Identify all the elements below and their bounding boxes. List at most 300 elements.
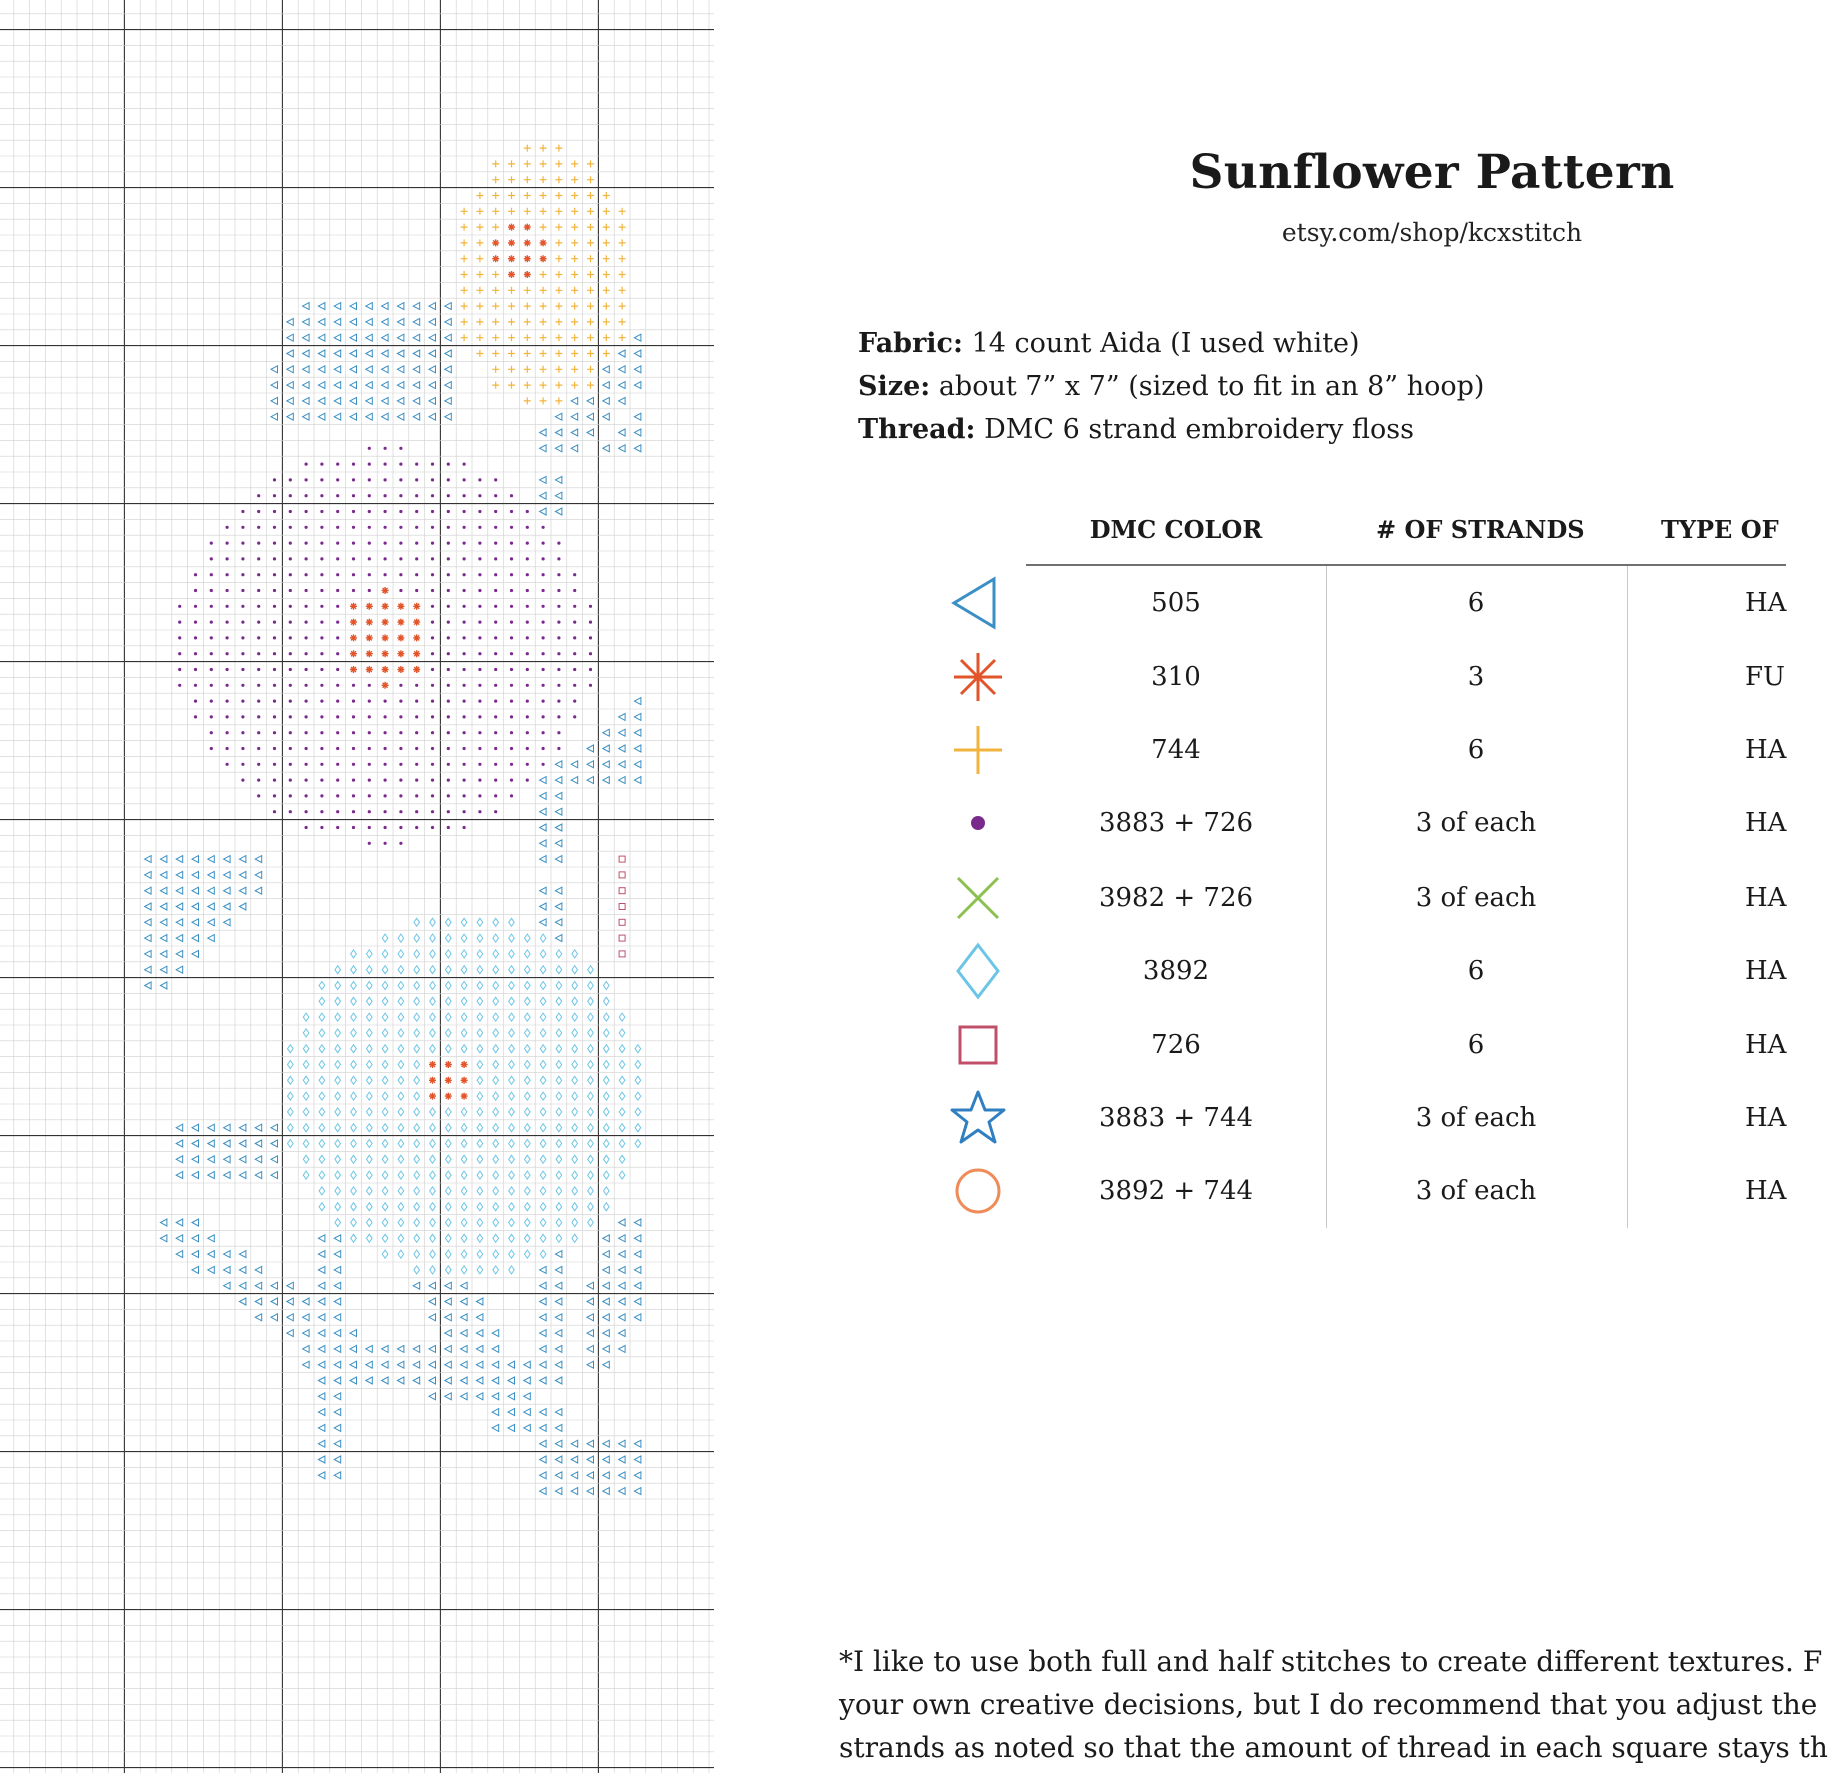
stitch-triangle bbox=[619, 350, 626, 357]
stitch-dot bbox=[257, 605, 260, 608]
stitch-dot bbox=[241, 715, 244, 718]
fabric-label: Fabric: bbox=[858, 328, 963, 359]
stitch-diamond bbox=[303, 1140, 309, 1148]
stitch-diamond bbox=[446, 982, 452, 990]
stitch-asterisk bbox=[429, 1077, 436, 1084]
stitch-dot bbox=[399, 763, 402, 766]
stitch-triangle bbox=[587, 1361, 594, 1368]
stitch-triangle bbox=[571, 1456, 578, 1463]
stitch-asterisk bbox=[397, 603, 404, 610]
stitch-dot bbox=[542, 652, 545, 655]
size-row bbox=[858, 365, 1484, 408]
stitch-diamond bbox=[604, 1013, 610, 1021]
stitch-dot bbox=[273, 494, 276, 497]
stitch-plus bbox=[524, 145, 531, 152]
stitch-dot bbox=[336, 826, 339, 829]
stitch-dot bbox=[336, 715, 339, 718]
stitch-triangle bbox=[271, 1140, 278, 1147]
stitch-dot bbox=[384, 494, 387, 497]
stitch-dot bbox=[494, 747, 497, 750]
asterisk-icon bbox=[946, 645, 1010, 709]
stitch-triangle bbox=[224, 856, 231, 863]
stitch-diamond bbox=[367, 1219, 373, 1227]
stitch-diamond bbox=[509, 1108, 515, 1116]
stitch-diamond bbox=[525, 1124, 531, 1132]
stitch-triangle bbox=[145, 856, 152, 863]
stitch-asterisk bbox=[413, 650, 420, 657]
stitch-dot bbox=[352, 763, 355, 766]
stitch-diamond bbox=[398, 1203, 404, 1211]
stitch-diamond bbox=[604, 1076, 610, 1084]
stitch-diamond bbox=[398, 1155, 404, 1163]
stitch-dot bbox=[431, 478, 434, 481]
stitch-dot bbox=[431, 557, 434, 560]
stitch-plus bbox=[587, 176, 594, 183]
stitch-plus bbox=[492, 224, 499, 231]
stitch-triangle bbox=[271, 1314, 278, 1321]
stitch-diamond bbox=[414, 1250, 420, 1258]
stitch-dot bbox=[257, 747, 260, 750]
stitch-asterisk bbox=[461, 1077, 468, 1084]
stitch-asterisk bbox=[540, 239, 547, 246]
stitch-plus bbox=[587, 224, 594, 231]
stitch-dot bbox=[210, 573, 213, 576]
stitch-dot bbox=[431, 526, 434, 529]
stitch-dot bbox=[336, 747, 339, 750]
stitch-triangle bbox=[255, 1282, 262, 1289]
stitch-diamond bbox=[319, 1076, 325, 1084]
stitch-dot bbox=[178, 652, 181, 655]
stitch-plus bbox=[540, 382, 547, 389]
stitch-dot bbox=[510, 684, 513, 687]
stitch-diamond bbox=[398, 982, 404, 990]
stitch-dot bbox=[210, 747, 213, 750]
stitch-triangle bbox=[603, 1488, 610, 1495]
stitch-plus bbox=[524, 160, 531, 167]
stitch-dot bbox=[526, 605, 529, 608]
stitch-dot bbox=[526, 715, 529, 718]
stitch-triangle bbox=[540, 1330, 547, 1337]
stitch-diamond bbox=[525, 1061, 531, 1069]
stitch-dot bbox=[368, 557, 371, 560]
stitch-dot bbox=[463, 636, 466, 639]
stitch-triangle bbox=[634, 698, 641, 705]
stitch-dot bbox=[305, 668, 308, 671]
legend-type: HA bbox=[1745, 956, 1787, 986]
stitch-dot bbox=[447, 573, 450, 576]
stitch-triangle bbox=[555, 476, 562, 483]
note-line: *I like to use both full and half stitches to create different textures. F bbox=[839, 1645, 1823, 1678]
stitch-triangle bbox=[461, 1314, 468, 1321]
stitch-dot bbox=[399, 542, 402, 545]
stitch-triangle bbox=[366, 1345, 373, 1352]
stitch-triangle bbox=[555, 508, 562, 515]
stitch-triangle bbox=[208, 1266, 215, 1273]
stitch-asterisk bbox=[508, 239, 515, 246]
stitch-triangle bbox=[192, 1140, 199, 1147]
stitch-triangle bbox=[429, 350, 436, 357]
stitch-dot bbox=[305, 636, 308, 639]
stitch-triangle bbox=[540, 887, 547, 894]
stitch-dot bbox=[494, 542, 497, 545]
stitch-diamond bbox=[382, 1250, 388, 1258]
stitch-dot bbox=[399, 842, 402, 845]
stitch-triangle bbox=[176, 903, 183, 910]
stitch-triangle bbox=[397, 303, 404, 310]
stitch-dot bbox=[320, 794, 323, 797]
stitch-diamond bbox=[430, 1029, 436, 1037]
stitch-triangle bbox=[555, 792, 562, 799]
stitch-diamond bbox=[303, 1076, 309, 1084]
stitch-triangle bbox=[619, 1345, 626, 1352]
stitch-plus bbox=[540, 334, 547, 341]
stitch-triangle bbox=[303, 303, 310, 310]
stitch-diamond bbox=[382, 1092, 388, 1100]
stitch-diamond bbox=[446, 1155, 452, 1163]
stitch-diamond bbox=[540, 934, 546, 942]
stitch-diamond bbox=[493, 950, 499, 958]
stitch-dot bbox=[478, 794, 481, 797]
stitch-triangle bbox=[366, 303, 373, 310]
stitch-diamond bbox=[335, 1076, 341, 1084]
stitch-diamond bbox=[461, 1266, 467, 1274]
stitch-dot bbox=[368, 747, 371, 750]
stitch-triangle bbox=[334, 1345, 341, 1352]
stitch-asterisk bbox=[350, 666, 357, 673]
stitch-dot bbox=[336, 652, 339, 655]
stitch-triangle bbox=[603, 1345, 610, 1352]
stitch-diamond bbox=[398, 1061, 404, 1069]
stitch-dot bbox=[210, 700, 213, 703]
stitch-diamond bbox=[430, 982, 436, 990]
stitch-triangle bbox=[540, 492, 547, 499]
stitch-diamond bbox=[430, 1108, 436, 1116]
stitch-diamond bbox=[619, 1171, 625, 1179]
stitch-dot bbox=[557, 668, 560, 671]
stitch-diamond bbox=[335, 1171, 341, 1179]
stitch-diamond bbox=[430, 1250, 436, 1258]
stitch-triangle bbox=[350, 1361, 357, 1368]
legend-color: 3883 + 726 bbox=[1098, 808, 1254, 838]
stitch-diamond bbox=[477, 1045, 483, 1053]
stitch-dot bbox=[352, 526, 355, 529]
stitch-triangle bbox=[429, 1314, 436, 1321]
stitch-diamond bbox=[398, 1187, 404, 1195]
stitch-dot bbox=[526, 779, 529, 782]
stitch-diamond bbox=[493, 1108, 499, 1116]
stitch-diamond bbox=[367, 1187, 373, 1195]
stitch-dot bbox=[352, 715, 355, 718]
stitch-dot bbox=[510, 636, 513, 639]
stitch-triangle bbox=[540, 1361, 547, 1368]
stitch-diamond bbox=[477, 982, 483, 990]
stitch-triangle bbox=[634, 334, 641, 341]
stitch-plus bbox=[571, 366, 578, 373]
stitch-dot bbox=[399, 573, 402, 576]
stitch-triangle bbox=[160, 887, 167, 894]
stitch-dot bbox=[336, 636, 339, 639]
stitch-triangle bbox=[492, 1424, 499, 1431]
stitch-plus bbox=[555, 255, 562, 262]
stitch-dot bbox=[194, 668, 197, 671]
stitch-diamond bbox=[335, 1219, 341, 1227]
stitch-dot bbox=[336, 557, 339, 560]
stitch-triangle bbox=[255, 1140, 262, 1147]
stitch-triangle bbox=[634, 713, 641, 720]
stitch-plus bbox=[524, 208, 531, 215]
stitch-diamond bbox=[509, 1234, 515, 1242]
stitch-triangle bbox=[318, 318, 325, 325]
stitch-asterisk bbox=[397, 634, 404, 641]
stitch-diamond bbox=[525, 1013, 531, 1021]
stitch-triangle bbox=[461, 1330, 468, 1337]
stitch-dot bbox=[289, 573, 292, 576]
stitch-triangle bbox=[366, 413, 373, 420]
stitch-diamond bbox=[588, 982, 594, 990]
stitch-dot bbox=[320, 668, 323, 671]
stitch-diamond bbox=[382, 1140, 388, 1148]
stitch-plus bbox=[492, 192, 499, 199]
stitch-diamond bbox=[493, 1266, 499, 1274]
stitch-diamond bbox=[446, 1140, 452, 1148]
stitch-diamond bbox=[414, 997, 420, 1005]
stitch-dot bbox=[336, 573, 339, 576]
stitch-triangle bbox=[366, 334, 373, 341]
stitch-plus bbox=[555, 145, 562, 152]
stitch-diamond bbox=[461, 934, 467, 942]
stitch-diamond bbox=[303, 1045, 309, 1053]
stitch-dot bbox=[399, 715, 402, 718]
stitch-dot bbox=[352, 557, 355, 560]
stitch-dot bbox=[478, 557, 481, 560]
stitch-triangle bbox=[192, 1251, 199, 1258]
stitch-diamond bbox=[509, 1045, 515, 1053]
stitch-dot bbox=[463, 589, 466, 592]
stitch-diamond bbox=[619, 1092, 625, 1100]
stitch-plus bbox=[476, 303, 483, 310]
stitch-plus bbox=[508, 192, 515, 199]
stitch-plus bbox=[476, 239, 483, 246]
stitch-dot bbox=[447, 700, 450, 703]
stitch-dot bbox=[447, 494, 450, 497]
stitch-diamond bbox=[509, 1076, 515, 1084]
stitch-diamond bbox=[382, 1219, 388, 1227]
stitch-dot bbox=[226, 700, 229, 703]
stitch-dot bbox=[447, 652, 450, 655]
stitch-plus bbox=[555, 224, 562, 231]
stitch-triangle bbox=[429, 1377, 436, 1384]
stitch-dot bbox=[494, 636, 497, 639]
stitch-triangle bbox=[413, 1345, 420, 1352]
stitch-triangle bbox=[555, 413, 562, 420]
stitch-triangle bbox=[397, 350, 404, 357]
stitch-dot bbox=[352, 478, 355, 481]
stitch-plus bbox=[587, 239, 594, 246]
stitch-triangle bbox=[192, 1156, 199, 1163]
stitch-triangle bbox=[634, 1219, 641, 1226]
stitch-dot bbox=[431, 636, 434, 639]
stitch-triangle bbox=[318, 334, 325, 341]
stitch-diamond bbox=[335, 1124, 341, 1132]
stitch-diamond bbox=[319, 997, 325, 1005]
stitch-triangle bbox=[555, 840, 562, 847]
stitch-diamond bbox=[367, 982, 373, 990]
stitch-triangle bbox=[271, 413, 278, 420]
stitch-dot bbox=[305, 621, 308, 624]
stitch-triangle bbox=[445, 350, 452, 357]
stitch-plus bbox=[492, 382, 499, 389]
stitch-triangle bbox=[540, 1424, 547, 1431]
stitch-dot bbox=[320, 557, 323, 560]
stitch-dot bbox=[273, 557, 276, 560]
stitch-dot bbox=[289, 810, 292, 813]
stitch-diamond bbox=[588, 1187, 594, 1195]
stitch-dot bbox=[573, 684, 576, 687]
plus-icon bbox=[946, 718, 1010, 782]
stitch-plus bbox=[555, 208, 562, 215]
stitch-diamond bbox=[319, 1140, 325, 1148]
stitch-dot bbox=[399, 510, 402, 513]
stitch-triangle bbox=[476, 1330, 483, 1337]
stitch-dot bbox=[257, 621, 260, 624]
stitch-dot bbox=[463, 573, 466, 576]
stitch-diamond bbox=[382, 1155, 388, 1163]
stitch-dot bbox=[368, 447, 371, 450]
stitch-plus bbox=[461, 334, 468, 341]
stitch-diamond bbox=[303, 1029, 309, 1037]
stitch-triangle bbox=[176, 856, 183, 863]
stitch-dot bbox=[226, 557, 229, 560]
stitch-diamond bbox=[351, 1076, 357, 1084]
stitch-triangle bbox=[603, 1361, 610, 1368]
stitch-triangle bbox=[397, 366, 404, 373]
stitch-diamond bbox=[572, 1092, 578, 1100]
stitch-dot bbox=[478, 494, 481, 497]
stitch-diamond bbox=[319, 1124, 325, 1132]
stitch-triangle bbox=[634, 413, 641, 420]
stitch-triangle bbox=[429, 382, 436, 389]
stitch-dot bbox=[320, 510, 323, 513]
stitch-triangle bbox=[160, 950, 167, 957]
stitch-triangle bbox=[192, 1266, 199, 1273]
stitch-triangle bbox=[619, 1266, 626, 1273]
stitch-triangle bbox=[334, 1393, 341, 1400]
note-line: your own creative decisions, but I do recommend that you adjust the bbox=[839, 1688, 1818, 1721]
stitch-dot bbox=[194, 700, 197, 703]
stitch-dot bbox=[305, 810, 308, 813]
stitch-diamond bbox=[493, 1171, 499, 1179]
stitch-dot bbox=[431, 510, 434, 513]
stitch-dot bbox=[273, 526, 276, 529]
stitch-triangle bbox=[445, 1330, 452, 1337]
stitch-dot bbox=[368, 526, 371, 529]
stitch-diamond bbox=[604, 1171, 610, 1179]
stitch-dot bbox=[352, 826, 355, 829]
stitch-dot bbox=[415, 700, 418, 703]
stitch-plus bbox=[492, 160, 499, 167]
stitch-diamond bbox=[430, 950, 436, 958]
stitch-triangle bbox=[397, 1345, 404, 1352]
stitch-triangle bbox=[445, 1314, 452, 1321]
stitch-diamond bbox=[509, 1124, 515, 1132]
stitch-dot bbox=[589, 621, 592, 624]
stitch-diamond bbox=[335, 1029, 341, 1037]
stitch-asterisk bbox=[429, 1093, 436, 1100]
stitch-diamond bbox=[446, 997, 452, 1005]
thread-label: Thread: bbox=[858, 414, 976, 445]
stitch-plus bbox=[492, 318, 499, 325]
stitch-dot bbox=[273, 621, 276, 624]
stitch-dot bbox=[194, 605, 197, 608]
stitch-dot bbox=[368, 478, 371, 481]
stitch-triangle bbox=[303, 318, 310, 325]
stitch-triangle bbox=[318, 1393, 325, 1400]
stitch-triangle bbox=[192, 1219, 199, 1226]
stitch-triangle bbox=[192, 856, 199, 863]
stitch-plus bbox=[508, 303, 515, 310]
stitch-asterisk bbox=[382, 666, 389, 673]
stitch-triangle bbox=[160, 966, 167, 973]
stitch-diamond bbox=[351, 1013, 357, 1021]
stitch-dot bbox=[526, 747, 529, 750]
stitch-plus bbox=[524, 318, 531, 325]
stitch-dot bbox=[368, 463, 371, 466]
stitch-diamond bbox=[525, 982, 531, 990]
stitch-dot bbox=[589, 668, 592, 671]
stitch-triangle bbox=[445, 397, 452, 404]
stitch-dot bbox=[415, 510, 418, 513]
stitch-triangle bbox=[255, 1156, 262, 1163]
stitch-dot bbox=[447, 763, 450, 766]
column-header-strands: # OF STRANDS bbox=[1376, 515, 1585, 544]
stitch-diamond bbox=[446, 1124, 452, 1132]
stitch-triangle bbox=[445, 382, 452, 389]
stitch-diamond bbox=[477, 1234, 483, 1242]
stitch-asterisk bbox=[508, 255, 515, 262]
stitch-triangle bbox=[318, 1266, 325, 1273]
stitch-triangle bbox=[461, 1282, 468, 1289]
stitch-dot bbox=[494, 794, 497, 797]
stitch-triangle bbox=[603, 1440, 610, 1447]
legend-strands: 3 of each bbox=[1415, 1176, 1537, 1206]
stitch-diamond bbox=[288, 1108, 294, 1116]
stitch-dot bbox=[399, 557, 402, 560]
stitch-diamond bbox=[446, 1187, 452, 1195]
stitch-dot bbox=[557, 589, 560, 592]
stitch-dot bbox=[526, 763, 529, 766]
legend-type: HA bbox=[1745, 1030, 1787, 1060]
stitch-diamond bbox=[525, 1203, 531, 1211]
stitch-dot bbox=[431, 810, 434, 813]
stitch-triangle bbox=[382, 350, 389, 357]
stitch-dot bbox=[320, 763, 323, 766]
stitch-triangle bbox=[160, 1219, 167, 1226]
stitch-asterisk bbox=[382, 587, 389, 594]
stitch-triangle bbox=[239, 903, 246, 910]
stitch-plus bbox=[619, 208, 626, 215]
legend-color: 744 bbox=[1151, 735, 1201, 765]
stitch-dot bbox=[336, 700, 339, 703]
stitch-diamond bbox=[525, 1092, 531, 1100]
stitch-dot bbox=[478, 636, 481, 639]
stitch-triangle bbox=[318, 413, 325, 420]
stitch-plus bbox=[571, 271, 578, 278]
stitch-triangle bbox=[540, 1266, 547, 1273]
stitch-triangle bbox=[334, 366, 341, 373]
stitch-dot bbox=[447, 636, 450, 639]
stitch-triangle bbox=[634, 1266, 641, 1273]
stitch-asterisk bbox=[413, 603, 420, 610]
